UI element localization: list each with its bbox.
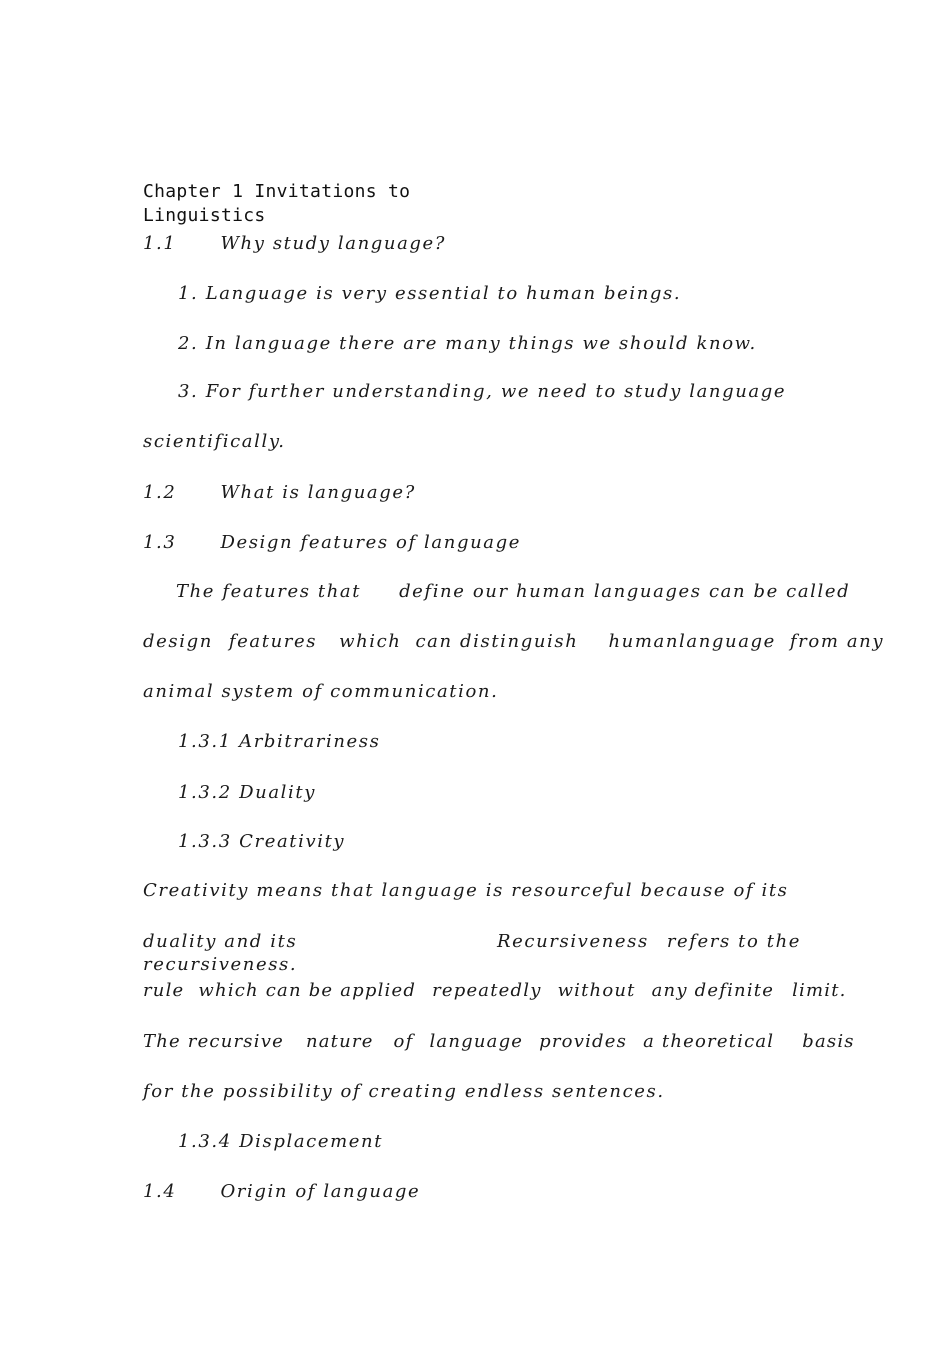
subsection-creativity: 1.3.3 Creativity	[178, 831, 346, 852]
chapter-title-line-2: Linguistics	[143, 205, 266, 226]
section-title: Design features of language	[220, 532, 521, 553]
text-run: repeatedly	[432, 980, 542, 1001]
text-run: basis	[802, 1031, 855, 1052]
section-heading-1-4	[143, 1180, 420, 1204]
text-run: humanlanguage	[608, 631, 776, 652]
text-run: can distinguish	[415, 631, 579, 652]
text-run: Recursiveness	[497, 931, 649, 952]
chapter-title-line-1: Chapter 1 Invitations to	[143, 181, 411, 202]
text-run: language	[429, 1031, 524, 1052]
reason-item-1: 1. Language is very essential to human beings.	[178, 283, 682, 304]
text-run: of	[393, 1031, 414, 1052]
reason-item-2: 2. In language there are many things we should know.	[178, 333, 757, 354]
text-run: provides	[539, 1031, 628, 1052]
text-run: design	[143, 631, 213, 652]
section-heading-1-1	[143, 232, 446, 256]
text-run: without	[557, 980, 636, 1001]
subsection-displacement: 1.3.4 Displacement	[178, 1131, 384, 1152]
creativity-line-4	[143, 1030, 855, 1054]
creativity-line-2a: duality and its	[143, 931, 298, 952]
section-number: 1.3	[143, 532, 177, 553]
section-title: Origin of language	[220, 1181, 421, 1202]
text-run: a theoretical	[643, 1031, 775, 1052]
design-para-line-2	[143, 630, 884, 654]
text-run: limit.	[792, 980, 847, 1001]
text-run: nature	[305, 1031, 374, 1052]
creativity-line-2c: recursiveness.	[143, 954, 298, 975]
reason-item-3: 3. For further understanding, we need to study language	[178, 381, 787, 402]
design-para-line-3: animal system of communication.	[143, 681, 499, 702]
text-run: The recursive	[143, 1031, 284, 1052]
creativity-line-1: Creativity means that language is resourceful because of its	[143, 880, 789, 901]
creativity-line-3	[143, 979, 847, 1003]
creativity-line-2b	[497, 930, 801, 954]
text-run: The features that	[176, 581, 362, 602]
text-run: rule	[143, 980, 185, 1001]
text-run: define our human languages can be called	[399, 581, 851, 602]
text-run: any definite	[651, 980, 775, 1001]
subsection-arbitrariness: 1.3.1 Arbitrariness	[178, 731, 381, 752]
reason-item-3-cont: scientifically.	[143, 431, 286, 452]
design-para-line-1	[176, 580, 850, 604]
section-number: 1.1	[143, 233, 177, 254]
section-number: 1.4	[143, 1181, 177, 1202]
section-heading-1-3	[143, 531, 521, 555]
text-run: which	[339, 631, 402, 652]
section-heading-1-2	[143, 481, 416, 505]
section-title: What is language?	[220, 482, 416, 503]
creativity-line-5: for the possibility of creating endless sentences.	[143, 1081, 665, 1102]
text-run: refers to the	[666, 931, 802, 952]
section-number: 1.2	[143, 482, 177, 503]
subsection-duality: 1.3.2 Duality	[178, 782, 316, 803]
text-run: which can be applied	[198, 980, 417, 1001]
section-title: Why study language?	[220, 233, 447, 254]
text-run: features	[228, 631, 318, 652]
text-run: from any	[789, 631, 885, 652]
